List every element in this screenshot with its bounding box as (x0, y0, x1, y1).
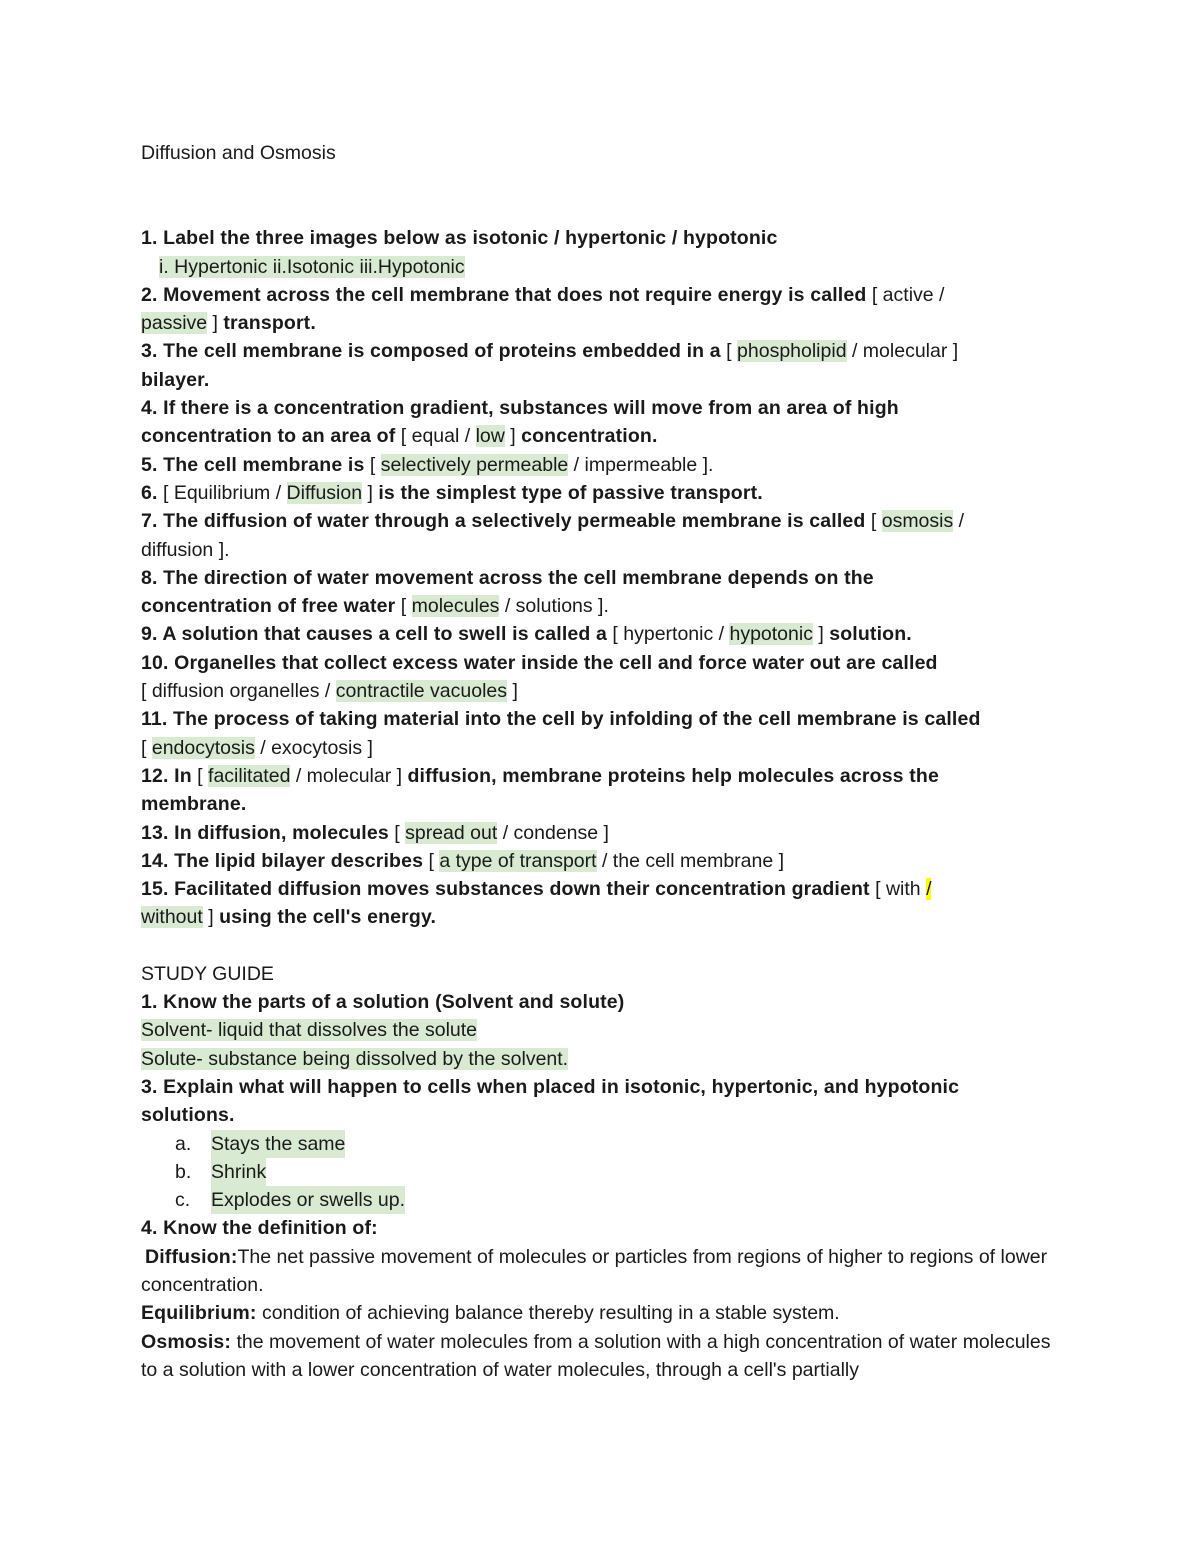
question-7-text: 7. The diffusion of water through a selectively permeable membrane is called (141, 510, 866, 533)
question-3-end: bilayer. (141, 368, 210, 391)
bracket: ] (207, 312, 224, 335)
list-item-text: Stays the same (211, 1130, 345, 1158)
definition-osmosis (141, 1328, 1071, 1385)
question-12-text-2: diffusion, membrane proteins help molecules across the (407, 764, 939, 787)
question-1-answer-line (141, 253, 1071, 281)
solute-line (141, 1045, 1071, 1073)
question-14-answer: a type of transport (439, 849, 597, 872)
list-item-text: Explodes or swells up. (211, 1186, 405, 1214)
term-equilibrium: Equilibrium: (141, 1302, 257, 1325)
question-3-text: 3. The cell membrane is composed of proteins embedded in a (141, 340, 721, 363)
study-item-4: 4. Know the definition of: (141, 1217, 378, 1240)
question-13-text: 13. In diffusion, molecules (141, 821, 389, 844)
question-5-options: / impermeable ]. (568, 453, 714, 476)
question-12-end: membrane. (141, 793, 247, 816)
question-1: 1. Label the three images below as isotonic / hypertonic / hypotonic (141, 227, 778, 250)
bracket: ] (504, 425, 522, 448)
question-4-end: concentration. (521, 425, 658, 448)
solute-definition: Solute- substance being dissolved by the solvent. (141, 1047, 569, 1070)
question-7 (141, 507, 1071, 535)
question-15-highlight: / (926, 878, 932, 901)
question-10-options: [ diffusion organelles / (141, 680, 336, 703)
solvent-line (141, 1016, 1071, 1044)
list-marker: b. (175, 1160, 192, 1183)
question-10: 10. Organelles that collect excess water inside the cell and force water out are called (141, 651, 938, 674)
question-5-answer: selectively permeable (380, 453, 569, 476)
question-4: 4. If there is a concentration gradient, substances will move from an area of high (141, 397, 899, 420)
bracket: [ (423, 849, 440, 872)
definition-text: The net passive movement of molecules or particles from regions of higher to regions of lower concentration. (141, 1245, 1048, 1296)
question-9-end: solution. (829, 623, 912, 646)
question-15 (141, 875, 1071, 903)
list-item-text: Shrink (211, 1158, 266, 1186)
bracket: [ (865, 510, 882, 533)
question-12-answer: facilitated (208, 764, 291, 787)
definition-equilibrium (141, 1299, 1071, 1327)
question-6-options: [ Equilibrium / (157, 481, 287, 504)
question-2 (141, 281, 1071, 309)
study-item-3-cont: solutions. (141, 1104, 235, 1127)
question-3-options: / molecular ] (846, 340, 959, 363)
question-10-cont (141, 677, 1071, 705)
separator: / (953, 510, 965, 533)
question-4-options: [ equal / (395, 425, 476, 448)
question-2-cont (141, 309, 1071, 337)
question-10-answer: contractile vacuoles (335, 680, 508, 703)
question-9 (141, 620, 1071, 648)
question-12 (141, 762, 1071, 790)
question-2-text: 2. Movement across the cell membrane that does not require energy is called (141, 283, 867, 306)
bracket: [ (364, 453, 381, 476)
question-9-options: [ hypertonic / (607, 623, 730, 646)
question-15-cont (141, 903, 1071, 931)
question-2-end: transport. (223, 312, 316, 335)
question-13-options: / condense ] (497, 821, 609, 844)
question-8-answer: molecules (411, 595, 500, 618)
spacer (141, 932, 1071, 960)
question-7-answer: osmosis (881, 510, 954, 533)
question-4-answer: low (475, 425, 505, 448)
definition-text: condition of achieving balance thereby resulting in a stable system. (256, 1302, 840, 1325)
definition-diffusion (141, 1243, 1071, 1300)
question-13 (141, 819, 1071, 847)
definition-text: the movement of water molecules from a solution with a high concentration of water molecules to a solution with a lower concentration of water molecules, through a cell's partially (141, 1330, 1051, 1381)
bracket: [ (388, 821, 406, 844)
question-4-cont (141, 422, 1071, 450)
question-8-text: concentration of free water (141, 595, 396, 618)
study-item-1: 1. Know the parts of a solution (Solvent and solute) (141, 991, 625, 1014)
bracket: ] (362, 481, 379, 504)
question-12-text: 12. In (141, 764, 192, 787)
question-11-options: / exocytosis ] (254, 736, 373, 759)
bracket: [ (395, 595, 412, 618)
bracket: [ (141, 736, 152, 759)
question-6-text: is the simplest type of passive transport. (378, 481, 763, 504)
question-15-end: using the cell's energy. (219, 906, 437, 929)
question-15-text: 15. Facilitated diffusion moves substances down their concentration gradient (141, 878, 870, 901)
question-9-answer: hypotonic (729, 623, 813, 646)
question-11-answer: endocytosis (151, 736, 255, 759)
list-marker: a. (175, 1132, 192, 1155)
study-item-3: 3. Explain what will happen to cells when placed in isotonic, hypertonic, and hypotonic (141, 1075, 960, 1098)
question-6-answer: Diffusion (286, 481, 363, 504)
question-6 (141, 479, 1071, 507)
question-14-text: 14. The lipid bilayer describes (141, 849, 424, 872)
study-guide-heading: STUDY GUIDE (141, 962, 274, 985)
term-osmosis: Osmosis: (141, 1330, 232, 1353)
question-4-text: concentration to an area of (141, 425, 396, 448)
question-15-options: [ with (869, 878, 927, 901)
question-2-options: [ active / (866, 283, 945, 306)
list-item (141, 1130, 1071, 1158)
term-diffusion: Diffusion: (145, 1245, 238, 1268)
list-marker: c. (175, 1189, 191, 1212)
bracket: [ (720, 340, 738, 363)
question-12-options: / molecular ] (290, 764, 408, 787)
list-item (141, 1186, 1071, 1214)
bracket: ] (202, 906, 220, 929)
question-5 (141, 451, 1071, 479)
question-3 (141, 337, 1071, 365)
question-11-cont (141, 734, 1071, 762)
question-1-answer: i. Hypertonic ii.Isotonic iii.Hypotonic (159, 255, 465, 278)
question-6-number: 6. (141, 481, 158, 504)
question-8-cont (141, 592, 1071, 620)
list-item (141, 1158, 1071, 1186)
document-title: Diffusion and Osmosis (141, 142, 336, 164)
question-8-options: / solutions ]. (499, 595, 609, 618)
question-5-text: 5. The cell membrane is (141, 453, 365, 476)
solvent-definition: Solvent- liquid that dissolves the solute (141, 1019, 478, 1042)
document-page (141, 139, 1071, 1384)
question-14 (141, 847, 1071, 875)
question-15-answer: without (141, 906, 203, 929)
question-11: 11. The process of taking material into the cell by infolding of the cell membrane is called (141, 708, 981, 731)
bracket: ] (507, 680, 518, 703)
question-13-answer: spread out (405, 821, 498, 844)
question-2-answer: passive (141, 312, 208, 335)
bracket: [ (191, 764, 209, 787)
question-8: 8. The direction of water movement across the cell membrane depends on the (141, 566, 874, 589)
question-3-answer: phospholipid (737, 340, 847, 363)
question-9-text: 9. A solution that causes a cell to swell is called a (141, 623, 607, 646)
question-14-options: / the cell membrane ] (596, 849, 785, 872)
question-7-cont: diffusion ]. (141, 538, 230, 561)
bracket: ] (812, 623, 830, 646)
